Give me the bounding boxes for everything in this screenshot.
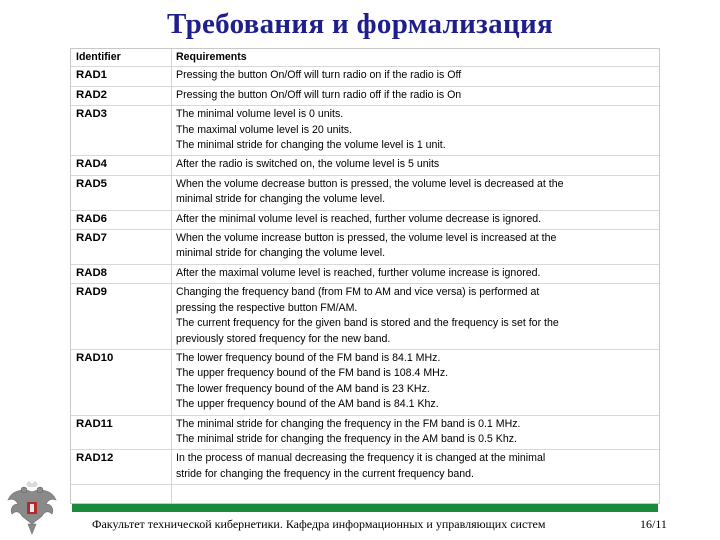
header-identifier: Identifier xyxy=(71,49,171,67)
requirement-line: minimal stride for changing the volume level. xyxy=(176,247,386,260)
requirement-line: The current frequency for the given band is stored and the frequency is set for the xyxy=(176,317,559,330)
requirement-text xyxy=(171,175,659,210)
requirement-line: Pressing the button On/Off will turn radio off if the radio is On xyxy=(176,88,462,101)
requirement-line: When the volume decrease button is pressed, the volume level is decreased at the xyxy=(176,177,564,190)
requirement-text xyxy=(171,86,659,105)
table-row xyxy=(71,156,659,175)
requirements-table-container xyxy=(70,48,660,504)
page-number: 16/11 xyxy=(640,517,667,531)
requirement-text xyxy=(171,349,659,415)
requirement-text xyxy=(171,415,659,450)
requirement-id: RAD8 xyxy=(71,264,171,283)
requirement-line: When the volume increase button is pressed, the volume level is increased at the xyxy=(176,232,557,245)
requirement-line: In the process of manual decreasing the frequency it is changed at the minimal xyxy=(176,452,546,465)
requirement-line: Changing the frequency band (from FM to AM and vice versa) is performed at xyxy=(176,286,540,299)
requirement-id: RAD9 xyxy=(71,284,171,350)
header-requirements: Requirements xyxy=(171,49,659,67)
requirements-table xyxy=(71,49,659,485)
requirement-line: After the radio is switched on, the volume level is 5 units xyxy=(176,158,440,171)
requirement-id: RAD4 xyxy=(71,156,171,175)
table-row xyxy=(71,230,659,265)
requirement-id: RAD1 xyxy=(71,67,171,86)
requirement-text xyxy=(171,450,659,485)
table-row xyxy=(71,86,659,105)
requirement-id: RAD6 xyxy=(71,210,171,229)
requirement-id: RAD5 xyxy=(71,175,171,210)
table-body xyxy=(71,67,659,485)
requirement-line: stride for changing the frequency in the current frequency band. xyxy=(176,467,474,480)
table-row xyxy=(71,284,659,350)
table-row xyxy=(71,210,659,229)
requirement-line: The upper frequency bound of the FM band is 108.4 MHz. xyxy=(176,367,449,380)
requirement-line: The minimal stride for changing the volume level is 1 unit. xyxy=(176,139,446,152)
table-row xyxy=(71,67,659,86)
requirement-line: The minimal stride for changing the frequency in the FM band is 0.1 MHz. xyxy=(176,417,521,430)
requirement-text xyxy=(171,156,659,175)
table-row xyxy=(71,415,659,450)
requirement-text xyxy=(171,284,659,350)
requirement-line: The upper frequency bound of the AM band is 84.1 Khz. xyxy=(176,398,439,411)
table-row xyxy=(71,264,659,283)
requirement-line: The maximal volume level is 20 units. xyxy=(176,123,353,136)
requirement-id: RAD3 xyxy=(71,106,171,156)
requirement-id: RAD10 xyxy=(71,349,171,415)
requirement-text xyxy=(171,264,659,283)
footer-text: Факультет технической кибернетики. Кафедра информационных и управляющих систем xyxy=(92,517,546,531)
requirement-line: pressing the respective button FM/AM. xyxy=(176,301,358,314)
table-row xyxy=(71,175,659,210)
requirement-id: RAD2 xyxy=(71,86,171,105)
requirement-text xyxy=(171,106,659,156)
requirement-line: After the maximal volume level is reached, further volume increase is ignored. xyxy=(176,266,541,279)
requirement-line: After the minimal volume level is reached, further volume decrease is ignored. xyxy=(176,212,542,225)
requirement-line: previously stored frequency for the new band. xyxy=(176,332,391,345)
table-row xyxy=(71,450,659,485)
requirement-id: RAD12 xyxy=(71,450,171,485)
table-row xyxy=(71,106,659,156)
table-header-row xyxy=(71,49,659,67)
requirement-line: The lower frequency bound of the FM band is 84.1 MHz. xyxy=(176,351,441,364)
requirement-text xyxy=(171,67,659,86)
requirement-text xyxy=(171,230,659,265)
requirement-line: Pressing the button On/Off will turn radio on if the radio is Off xyxy=(176,69,462,82)
requirement-line: The minimal stride for changing the frequency in the AM band is 0.5 Khz. xyxy=(176,432,517,445)
slide-title: Требования и формализация xyxy=(167,8,553,40)
requirement-text xyxy=(171,210,659,229)
requirement-id: RAD7 xyxy=(71,230,171,265)
double-headed-eagle-emblem-icon xyxy=(2,478,62,538)
requirement-line: The minimal volume level is 0 units. xyxy=(176,108,344,121)
column-divider xyxy=(171,49,172,503)
requirement-line: minimal stride for changing the volume level. xyxy=(176,193,386,206)
requirement-line: The lower frequency bound of the AM band is 23 KHz. xyxy=(176,382,430,395)
requirement-id: RAD11 xyxy=(71,415,171,450)
table-row xyxy=(71,349,659,415)
footer-bar xyxy=(72,504,658,512)
